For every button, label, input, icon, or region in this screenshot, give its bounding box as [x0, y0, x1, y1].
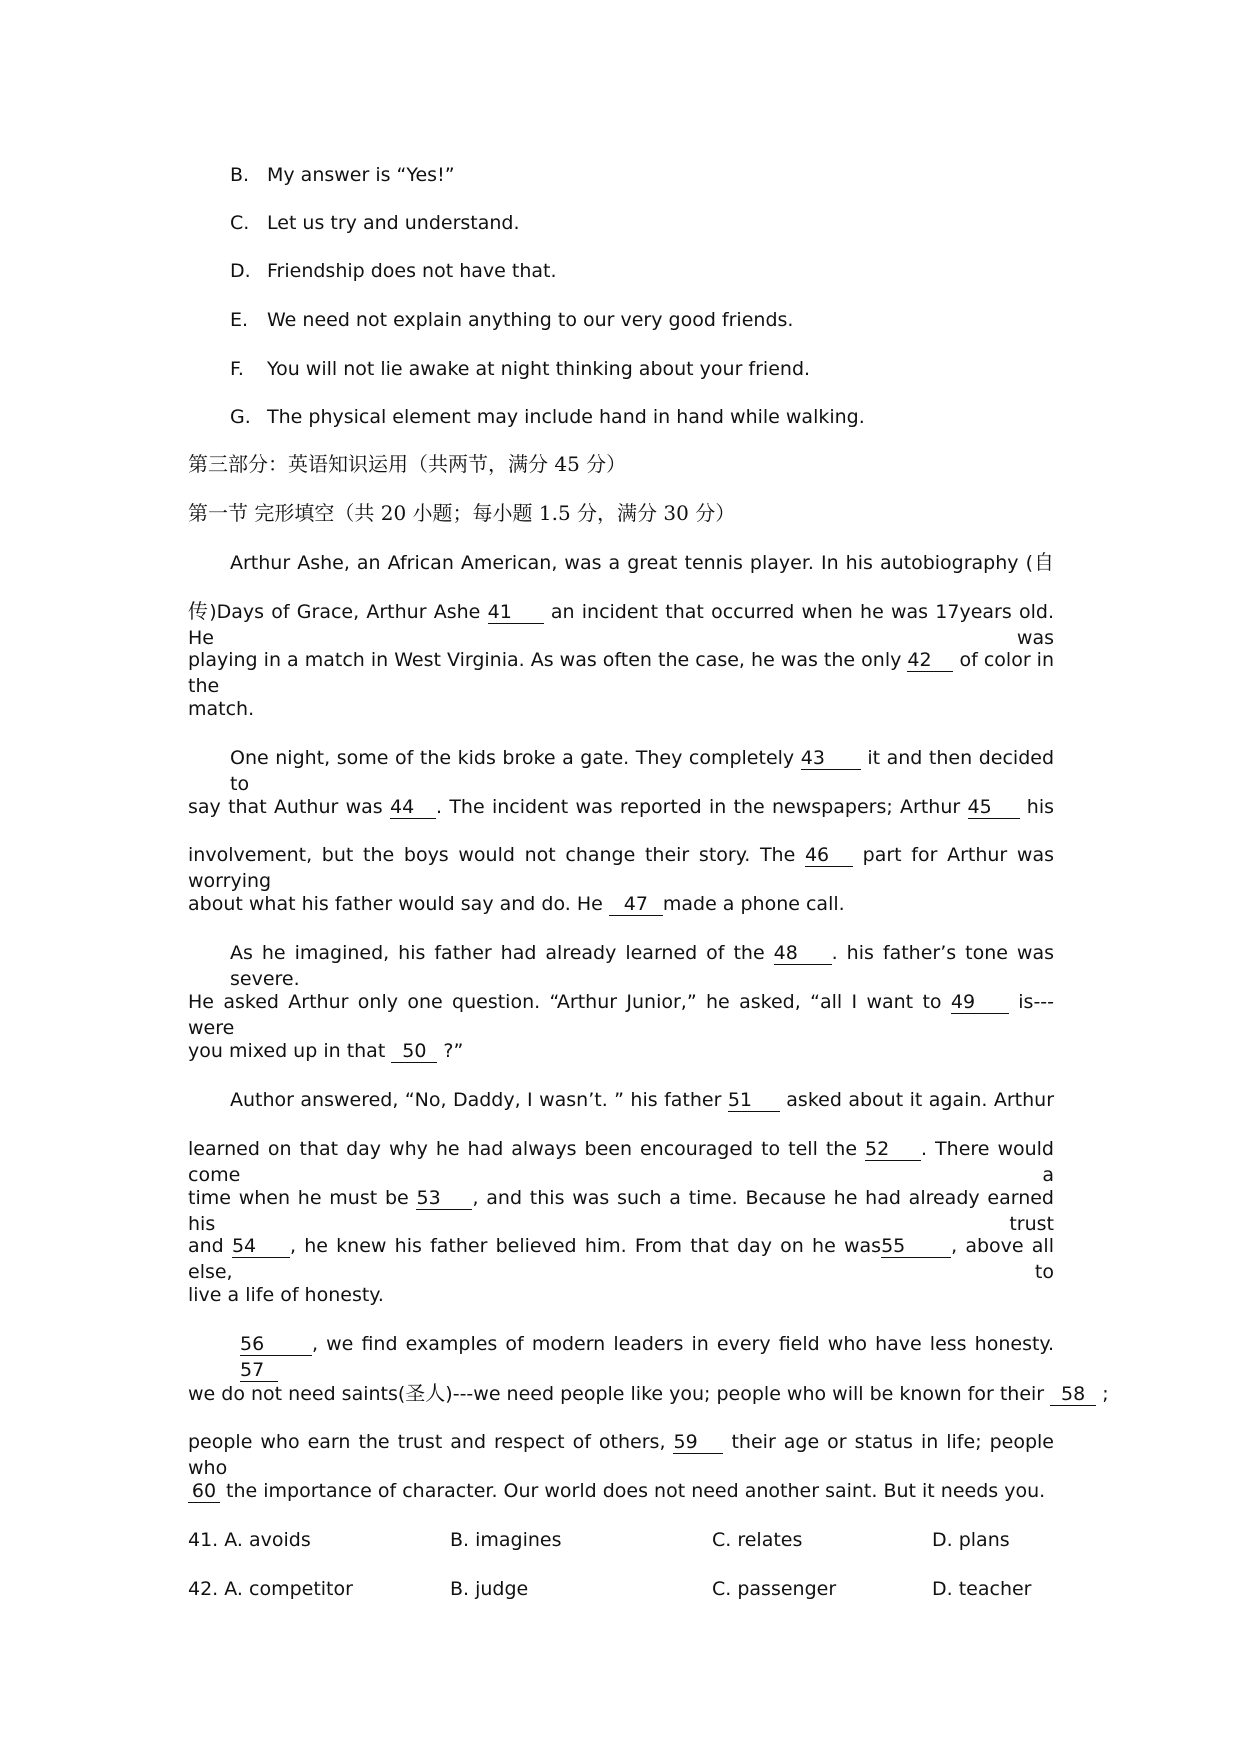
passage-line: we do not need saints(圣人)---we need people like you; people who will be known for their 58 ; [188, 1381, 1109, 1405]
passage-line: He asked Arthur only one question. “Arthur Junior,” he asked, “all I want to 49 is--- were [188, 991, 1055, 1039]
choice-41-a[interactable]: 41. A. avoids [188, 1529, 311, 1551]
choice-42-d[interactable]: D. teacher [932, 1578, 1032, 1600]
passage-line: and 54 , he knew his father believed him. From that day on he was55 , above all else, to [188, 1235, 1054, 1283]
blank-48[interactable]: 48 [774, 942, 832, 965]
choice-41-c[interactable]: C. relates [712, 1529, 803, 1551]
option-text: We need not explain anything to our very good friends. [267, 309, 794, 331]
passage-line: live a life of honesty. [188, 1284, 384, 1306]
passage-line: involvement, but the boys would not change their story. The 46 part for Arthur was worrying [188, 844, 1054, 892]
passage-line: 56 , we find examples of modern leaders in every field who have less honesty. 57 [240, 1333, 1054, 1381]
choice-42-c[interactable]: C. passenger [712, 1578, 837, 1600]
option-text: Friendship does not have that. [267, 260, 557, 282]
blank-44[interactable]: 44 [390, 796, 436, 819]
blank-53[interactable]: 53 [416, 1187, 472, 1210]
option-text: The physical element may include hand in hand while walking. [267, 406, 865, 428]
blank-49[interactable]: 49 [951, 991, 1009, 1014]
blank-45[interactable]: 45 [968, 796, 1020, 819]
choice-41-d[interactable]: D. plans [932, 1529, 1010, 1551]
blank-54[interactable]: 54 [232, 1235, 290, 1258]
option-text: Let us try and understand. [267, 212, 520, 234]
passage-line: people who earn the trust and respect of others, 59 their age or status in life; people who [188, 1431, 1054, 1479]
passage-line: time when he must be 53 , and this was such a time. Because he had already earned his trust [188, 1187, 1054, 1235]
section-heading: 第三部分：英语知识运用（共两节，满分 45 分） [188, 452, 627, 476]
option-text: You will not lie awake at night thinking about your friend. [267, 358, 811, 380]
blank-41[interactable]: 41 [488, 601, 544, 624]
passage-line: As he imagined, his father had already learned of the 48 . his father’s tone was severe. [230, 942, 1054, 990]
passage-line: learned on that day why he had always been encouraged to tell the 52 . There would come a [188, 1138, 1054, 1186]
blank-46[interactable]: 46 [805, 844, 853, 867]
passage-line: you mixed up in that 50 ?” [188, 1040, 464, 1062]
blank-58[interactable]: 58 [1050, 1383, 1096, 1406]
option-letter: D. [230, 260, 251, 282]
choice-41-b[interactable]: B. imagines [450, 1529, 562, 1551]
passage-line: about what his father would say and do. He 47 made a phone call. [188, 893, 845, 915]
subsection-heading: 第一节 完形填空（共 20 小题；每小题 1.5 分，满分 30 分） [188, 501, 736, 525]
blank-52[interactable]: 52 [865, 1138, 921, 1161]
blank-50[interactable]: 50 [391, 1040, 437, 1063]
blank-60[interactable]: 60 [188, 1480, 220, 1503]
blank-43[interactable]: 43 [801, 747, 861, 770]
blank-57[interactable]: 57 [240, 1359, 278, 1382]
blank-51[interactable]: 51 [728, 1089, 780, 1112]
passage-line: say that Authur was 44 . The incident was reported in the newspapers; Arthur 45 his [188, 796, 1055, 818]
option-letter: B. [230, 164, 250, 186]
passage-line: One night, some of the kids broke a gate. They completely 43 it and then decided to [230, 747, 1055, 795]
blank-47[interactable]: 47 [609, 893, 663, 916]
passage-line: match. [188, 698, 255, 720]
option-text: My answer is “Yes!” [267, 164, 455, 186]
blank-59[interactable]: 59 [673, 1431, 723, 1454]
passage-line: Author answered, “No, Daddy, I wasn’t. ” his father 51 asked about it again. Arthur [230, 1089, 1055, 1111]
passage-line: 传)Days of Grace, Arthur Ashe 41 an incident that occurred when he was 17years old. He was [188, 599, 1054, 649]
passage-line: Arthur Ashe, an African American, was a great tennis player. In his autobiography (自 [230, 550, 1055, 574]
blank-42[interactable]: 42 [907, 649, 953, 672]
option-letter: E. [230, 309, 249, 331]
passage-line: playing in a match in West Virginia. As was often the case, he was the only 42 of color in the [188, 649, 1055, 697]
option-letter: G. [230, 406, 251, 428]
choice-42-a[interactable]: 42. A. competitor [188, 1578, 353, 1600]
blank-56[interactable]: 56 [240, 1333, 312, 1356]
choice-42-b[interactable]: B. judge [450, 1578, 529, 1600]
option-letter: C. [230, 212, 250, 234]
passage-line: 60 the importance of character. Our world does not need another saint. But it needs you. [188, 1478, 1045, 1504]
option-letter: F. [230, 358, 244, 380]
blank-55[interactable]: 55 [881, 1235, 951, 1258]
